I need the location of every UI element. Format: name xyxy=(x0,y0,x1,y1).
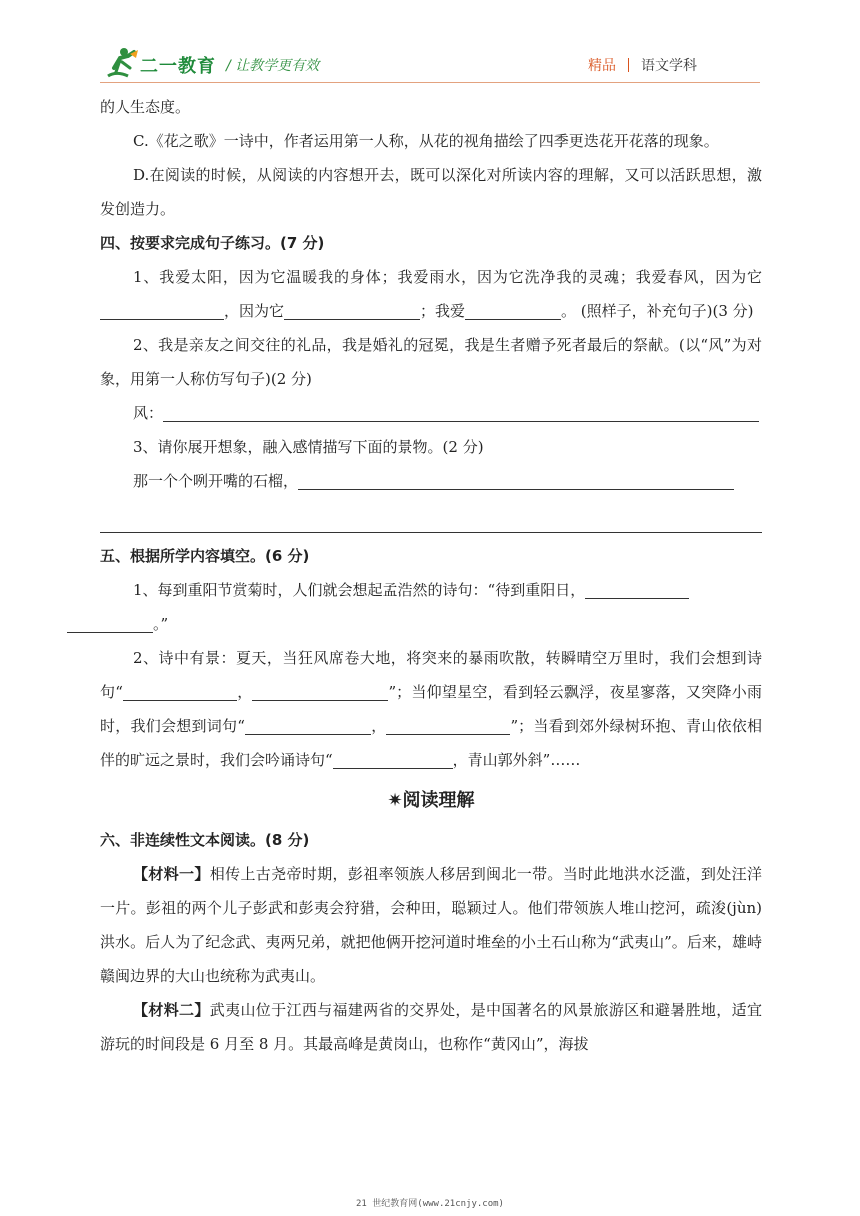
q4-1-text-c: ；我爱 xyxy=(420,302,466,320)
answer-blank[interactable] xyxy=(163,401,759,422)
answer-blank[interactable] xyxy=(465,299,561,320)
q5-2-text-e: ”；当看到郊外绿树环抱、青山依依相伴的旷远之景时，我们会吟诵诗句“ xyxy=(100,717,762,769)
answer-blank[interactable] xyxy=(123,680,237,701)
section-6-heading: 六、非连续性文本阅读。(8 分) xyxy=(100,831,310,849)
answer-blank[interactable] xyxy=(67,612,153,633)
answer-blank[interactable] xyxy=(245,714,371,735)
quality-label: 精品 xyxy=(588,58,616,74)
material-2-text: 武夷山位于江西与福建两省的交界处，是中国著名的风景旅游区和避暑胜地，适宜游玩的时间段是 6 月至 8 月。其最高峰是黄岗山，也称作“黄冈山”，海拔 xyxy=(100,1001,762,1053)
question-4-3: 3、请你展开想象，融入感情描写下面的景物。(2 分) xyxy=(133,438,484,456)
answer-blank[interactable] xyxy=(100,299,224,320)
q5-1-text-b: 。” xyxy=(153,615,169,633)
page-footer: 21 世纪教育网(www.21cnjy.com) xyxy=(356,1199,504,1209)
reading-section-title: ✷阅读理解 xyxy=(387,790,475,811)
header-divider xyxy=(628,58,629,72)
option-d: D.在阅读的时候，从阅读的内容想开去，既可以深化对所读内容的理解，又可以活跃思想，激发创造力。 xyxy=(100,166,762,218)
answer-line[interactable] xyxy=(100,498,762,533)
material-1 xyxy=(100,857,762,993)
q5-2-text-a: 2、诗中有景：夏天，当狂风席卷大地，将突来的暴雨吹散，转瞬晴空万里时，我们会想到诗句“ xyxy=(100,649,762,701)
question-4-2-answer xyxy=(100,396,762,430)
q5-2-text-d: ， xyxy=(370,717,387,735)
section-5-heading: 五、根据所学内容填空。(6 分) xyxy=(100,547,310,565)
q4-2-label: 风： xyxy=(133,404,164,422)
answer-blank[interactable] xyxy=(386,714,510,735)
document-body xyxy=(100,90,762,1061)
question-4-3-answer xyxy=(100,464,762,498)
material-2-label: 【材料二】 xyxy=(133,1001,210,1019)
question-4-1 xyxy=(100,260,762,328)
q5-2-text-f: ，青山郭外斜”…… xyxy=(452,751,581,769)
question-4-2: 2、我是亲友之间交往的礼品，我是婚礼的冠冕，我是生者赠予死者最后的祭献。(以“风”为对象，用第一人称仿写句子)(2 分) xyxy=(100,336,762,388)
answer-blank[interactable] xyxy=(333,748,453,769)
answer-blank[interactable] xyxy=(252,680,388,701)
q4-3-label: 那一个个咧开嘴的石榴， xyxy=(133,472,299,490)
logo-text: 二一教育 xyxy=(140,56,216,77)
subject-label: 语文学科 xyxy=(641,58,697,74)
answer-blank[interactable] xyxy=(585,578,689,599)
header-rule xyxy=(100,82,760,83)
continued-line: 的人生态度。 xyxy=(100,98,191,116)
option-c: C.《花之歌》一诗中，作者运用第一人称，从花的视角描绘了四季更迭花开花落的现象。 xyxy=(133,132,719,150)
page-header xyxy=(0,0,860,86)
q5-2-text-b: ， xyxy=(236,683,253,701)
q5-1-text-a: 1、每到重阳节赏菊时，人们就会想起孟浩然的诗句：“待到重阳日， xyxy=(133,581,586,599)
section-4-heading: 四、按要求完成句子练习。(7 分) xyxy=(100,234,325,252)
q4-1-text-b: ，因为它 xyxy=(224,302,285,320)
q4-1-text-a: 1、我爱太阳，因为它温暖我的身体；我爱雨水，因为它洗净我的灵魂；我爱春风，因为它 xyxy=(133,268,762,286)
material-1-text: 相传上古尧帝时期，彭祖率领族人移居到闽北一带。当时此地洪水泛滥，到处汪洋一片。彭祖的两个儿子彭武和彭夷会狩猎，会种田，聪颖过人。他们带领族人堆山挖河，疏浚(jùn)洪水。后人为了纪念武、夷两兄弟，就把他俩开挖河道时堆垒的小土石山称为“武夷山”。后来，雄峙赣闽边界的大山也统称为武夷山。 xyxy=(100,865,762,985)
answer-blank[interactable] xyxy=(298,469,734,490)
q5-2-text-c: ”；当仰望星空，看到轻云飘浮，夜星寥落，又突降小雨时，我们会想到词句“ xyxy=(100,683,762,735)
question-5-1 xyxy=(100,573,762,641)
header-tags xyxy=(588,55,697,75)
material-2 xyxy=(100,993,762,1061)
slogan: / 让教学更有效 xyxy=(226,58,320,74)
answer-blank[interactable] xyxy=(284,299,420,320)
question-5-2 xyxy=(100,641,762,777)
material-1-label: 【材料一】 xyxy=(133,865,210,883)
q4-1-text-d: 。 (照样子，补充句子)(3 分) xyxy=(561,302,754,320)
